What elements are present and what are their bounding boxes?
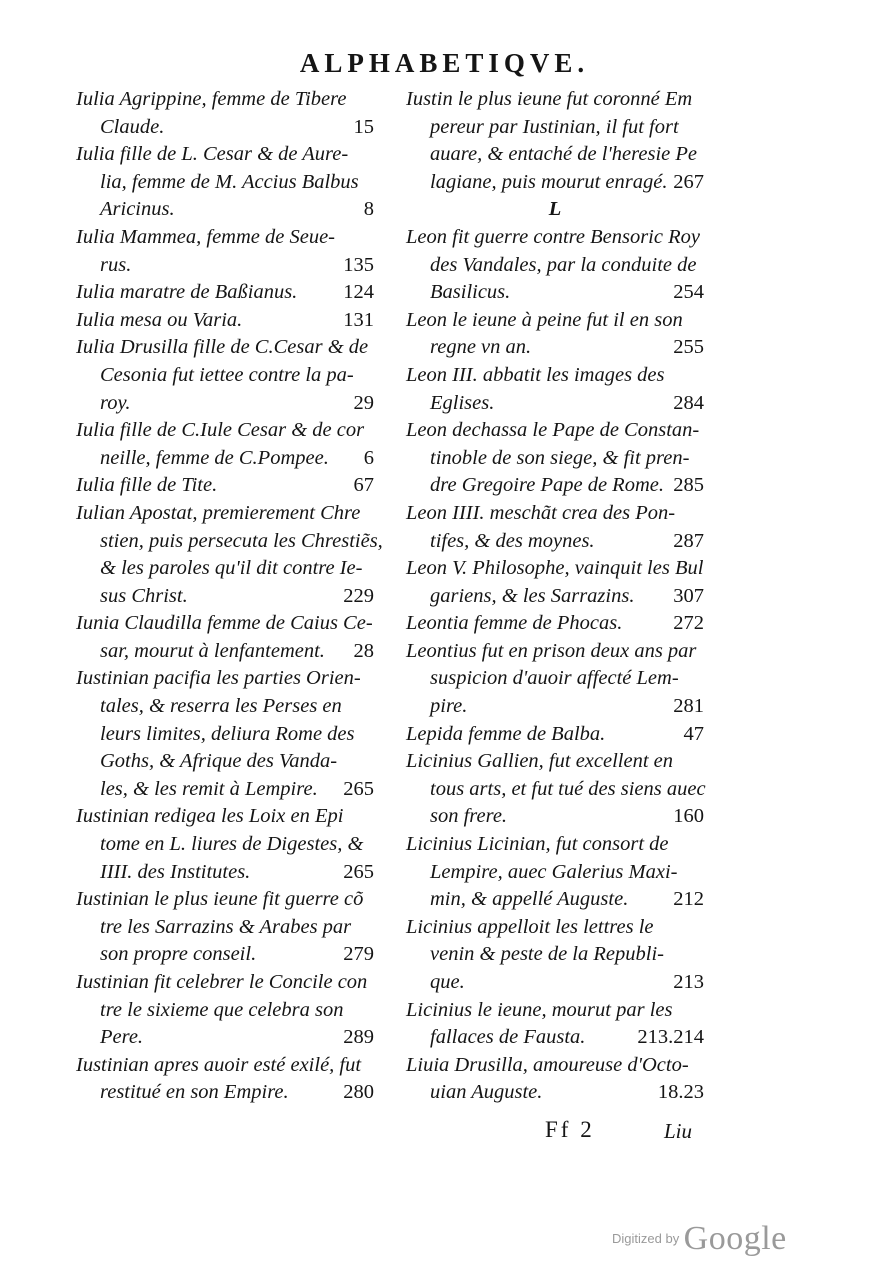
running-head: ALPHABETIQVE.	[299, 48, 590, 78]
entry-line: Iustinian fit celebrer le Concile con	[76, 971, 368, 993]
index-entry	[76, 665, 374, 803]
page-number: 8	[363, 198, 374, 221]
watermark-prefix: Digitized by	[612, 1231, 680, 1246]
page-number: 15	[353, 115, 374, 138]
page-number: 307	[673, 584, 704, 607]
page-number: 28	[353, 639, 374, 662]
index-entry	[406, 307, 704, 362]
index-entry	[76, 803, 374, 886]
page-number: 212	[673, 888, 704, 911]
entry-line: son frere.	[430, 805, 508, 828]
entry-line: Iulian Apostat, premierement Chre	[76, 501, 361, 524]
entry-line: tales, & reserra les Perses en	[100, 695, 342, 718]
entry-line: pereur par Iustinian, il fut fort	[430, 115, 679, 138]
entry-line: venin & peste de la Republi-	[430, 943, 664, 966]
index-entry	[406, 224, 704, 307]
page-number: 289	[343, 1026, 374, 1049]
entry-line: Leon fit guerre contre Bensoric Roy	[406, 225, 700, 248]
page-number: 267	[673, 170, 704, 193]
index-entry	[406, 914, 704, 997]
section-letter: L	[548, 198, 562, 221]
entry-line: Iustinian apres auoir esté exilé, fut	[76, 1053, 362, 1076]
entry-line: suspicion d'auoir affecté Lem-	[430, 667, 679, 690]
entry-line: Claude.	[100, 115, 165, 138]
entry-line: Iustinian le plus ieune fit guerre cõ	[76, 888, 364, 911]
entry-line: des Vandales, par la conduite de	[430, 253, 697, 276]
entry-line: Leontia femme de Phocas.	[406, 612, 623, 635]
entry-line: Iulia mesa ou Varia.	[76, 308, 243, 331]
entry-line: Iulia Drusilla fille de C.Cesar & de	[76, 336, 369, 359]
google-logo: Google	[683, 1220, 787, 1257]
page-number: 47	[683, 722, 704, 745]
index-entry	[76, 224, 374, 279]
entry-line: Licinius le ieune, mourut par les	[406, 998, 673, 1021]
entry-line: dre Gregoire Pape de Rome.	[430, 474, 664, 497]
catchword: Liu	[664, 1119, 693, 1143]
entry-line: fallaces de Fausta.	[430, 1026, 586, 1049]
entry-line: auare, & entaché de l'heresie Pe	[430, 143, 697, 166]
page-number: 272	[673, 612, 704, 635]
entry-line: Basilicus.	[430, 281, 511, 304]
entry-line: Leon le ieune à peine fut il en son	[406, 308, 683, 331]
page-number: 131	[343, 308, 374, 331]
entry-line: Iulia fille de Tite.	[76, 474, 218, 497]
page-number: 285	[673, 474, 704, 497]
page-number: 265	[343, 777, 374, 800]
page-number: 213	[673, 971, 704, 993]
index-entry	[76, 610, 374, 665]
entry-line: Iustinian pacifia les parties Orien-	[76, 667, 361, 690]
page-number: 255	[673, 336, 704, 359]
page-number: 284	[673, 391, 704, 414]
entry-line: lagiane, puis mourut enragé.	[430, 170, 668, 193]
entry-line: Lempire, auec Galerius Maxi-	[430, 860, 678, 883]
index-entry	[76, 279, 374, 307]
index-entry	[406, 362, 704, 417]
entry-line: stien, puis persecuta les Chrestiẽs,	[100, 529, 383, 552]
entry-line: restitué en son Empire.	[100, 1081, 289, 1104]
index-entry	[76, 1052, 374, 1107]
entry-line: tre les Sarrazins & Arabes par	[100, 915, 352, 938]
entry-line: Iunia Claudilla femme de Caius Ce-	[76, 612, 373, 635]
entry-line: sar, mourut à lenfantement.	[100, 639, 325, 662]
entry-line: tous arts, et fut tué des siens auec	[430, 777, 706, 800]
page-number: 280	[343, 1081, 374, 1104]
entry-line: Leontius fut en prison deux ans par	[406, 639, 697, 662]
digitized-watermark	[612, 1220, 787, 1258]
page-number: 135	[343, 253, 374, 276]
index-entry	[406, 1052, 704, 1107]
index-entry	[406, 721, 704, 749]
page-number: 18.23	[657, 1081, 704, 1104]
entry-line: lia, femme de M. Accius Balbus	[100, 170, 359, 193]
index-entry	[76, 417, 374, 472]
entry-line: tome en L. liures de Digestes, &	[100, 833, 364, 856]
index-entry	[76, 500, 383, 610]
page-number: 6	[363, 446, 374, 469]
page-number: 281	[673, 695, 704, 718]
page-number: 229	[343, 584, 374, 607]
entry-line: Iulia fille de C.Iule Cesar & de cor	[76, 419, 365, 442]
index-entry	[76, 472, 374, 500]
page-number: 279	[343, 943, 374, 966]
entry-line: Licinius appelloit les lettres le	[406, 915, 654, 938]
entry-line: tinoble de son siege, & fit pren-	[430, 446, 690, 469]
entry-line: rus.	[100, 253, 132, 276]
page-number: 254	[673, 281, 704, 304]
entry-line: IIII. des Institutes.	[100, 860, 251, 883]
entry-line: & les paroles qu'il dit contre Ie-	[100, 557, 363, 580]
index-entry	[406, 86, 704, 196]
page-number: 213.214	[637, 1026, 704, 1049]
entry-line: Iustinian redigea les Loix en Epi	[76, 805, 344, 828]
index-entry	[406, 831, 704, 914]
entry-line: Eglises.	[430, 391, 495, 414]
entry-line: Iulia maratre de Baßianus.	[76, 281, 298, 304]
index-entry	[76, 307, 374, 335]
entry-line: Iulia Mammea, femme de Seue-	[76, 225, 336, 248]
entry-line: Leon IIII. meschãt crea des Pon-	[406, 501, 676, 524]
index-entry	[406, 417, 704, 500]
entry-line: Leon III. abbatit les images des	[406, 363, 665, 386]
entry-line: Aricinus.	[100, 198, 175, 221]
entry-line: tifes, & des moynes.	[430, 529, 595, 552]
entry-line: uian Auguste.	[430, 1081, 543, 1104]
entry-line: que.	[430, 971, 465, 993]
index-entry	[76, 334, 374, 417]
entry-line: Goths, & Afrique des Vanda-	[100, 750, 338, 773]
index-entry	[406, 610, 704, 638]
index-entry	[76, 86, 374, 141]
index-entry	[76, 886, 374, 969]
entry-line: son propre conseil.	[100, 943, 257, 966]
page-number: 29	[353, 391, 374, 414]
entry-line: Licinius Gallien, fut excellent en	[406, 750, 674, 773]
entry-line: Iustin le plus ieune fut coronné Em	[406, 88, 693, 110]
index-column-right	[406, 86, 704, 1107]
entry-line: Liuia Drusilla, amoureuse d'Octo-	[406, 1053, 689, 1076]
entry-line: min, & appellé Auguste.	[430, 888, 629, 911]
entry-line: pire.	[430, 695, 468, 718]
page-number: 160	[673, 805, 704, 828]
entry-line: Iulia Agrippine, femme de Tibere	[76, 88, 347, 110]
entry-line: Lepida femme de Balba.	[406, 722, 606, 745]
entry-line: tre le sixieme que celebra son	[100, 998, 344, 1021]
entry-line: Pere.	[100, 1026, 144, 1049]
index-entry	[76, 141, 374, 224]
entry-line: Leon dechassa le Pape de Constan-	[406, 419, 700, 442]
page-number: 287	[673, 529, 704, 552]
page-number: 265	[343, 860, 374, 883]
entry-line: roy.	[100, 391, 131, 414]
entry-line: Licinius Licinian, fut consort de	[406, 833, 669, 856]
index-entry	[406, 638, 704, 721]
entry-line: leurs limites, deliura Rome des	[100, 722, 355, 745]
index-entry	[406, 555, 704, 610]
index-column-left	[76, 86, 383, 1107]
entry-line: Iulia fille de L. Cesar & de Aure-	[76, 143, 349, 166]
entry-line: Cesonia fut iettee contre la pa-	[100, 363, 354, 386]
entry-line: les, & les remit à Lempire.	[100, 777, 318, 800]
signature-mark: Ff 2	[545, 1117, 595, 1142]
entry-line: neille, femme de C.Pompee.	[100, 446, 329, 469]
entry-line: sus Christ.	[100, 584, 188, 607]
index-entry	[76, 969, 374, 1052]
index-entry	[406, 997, 704, 1052]
entry-line: gariens, & les Sarrazins.	[430, 584, 635, 607]
index-entry	[406, 500, 704, 555]
index-entry	[406, 748, 704, 831]
entry-line: regne vn an.	[430, 336, 532, 359]
page-number: 124	[343, 281, 374, 304]
entry-line: Leon V. Philosophe, vainquit les Bul	[406, 557, 704, 580]
page-number: 67	[353, 474, 374, 497]
